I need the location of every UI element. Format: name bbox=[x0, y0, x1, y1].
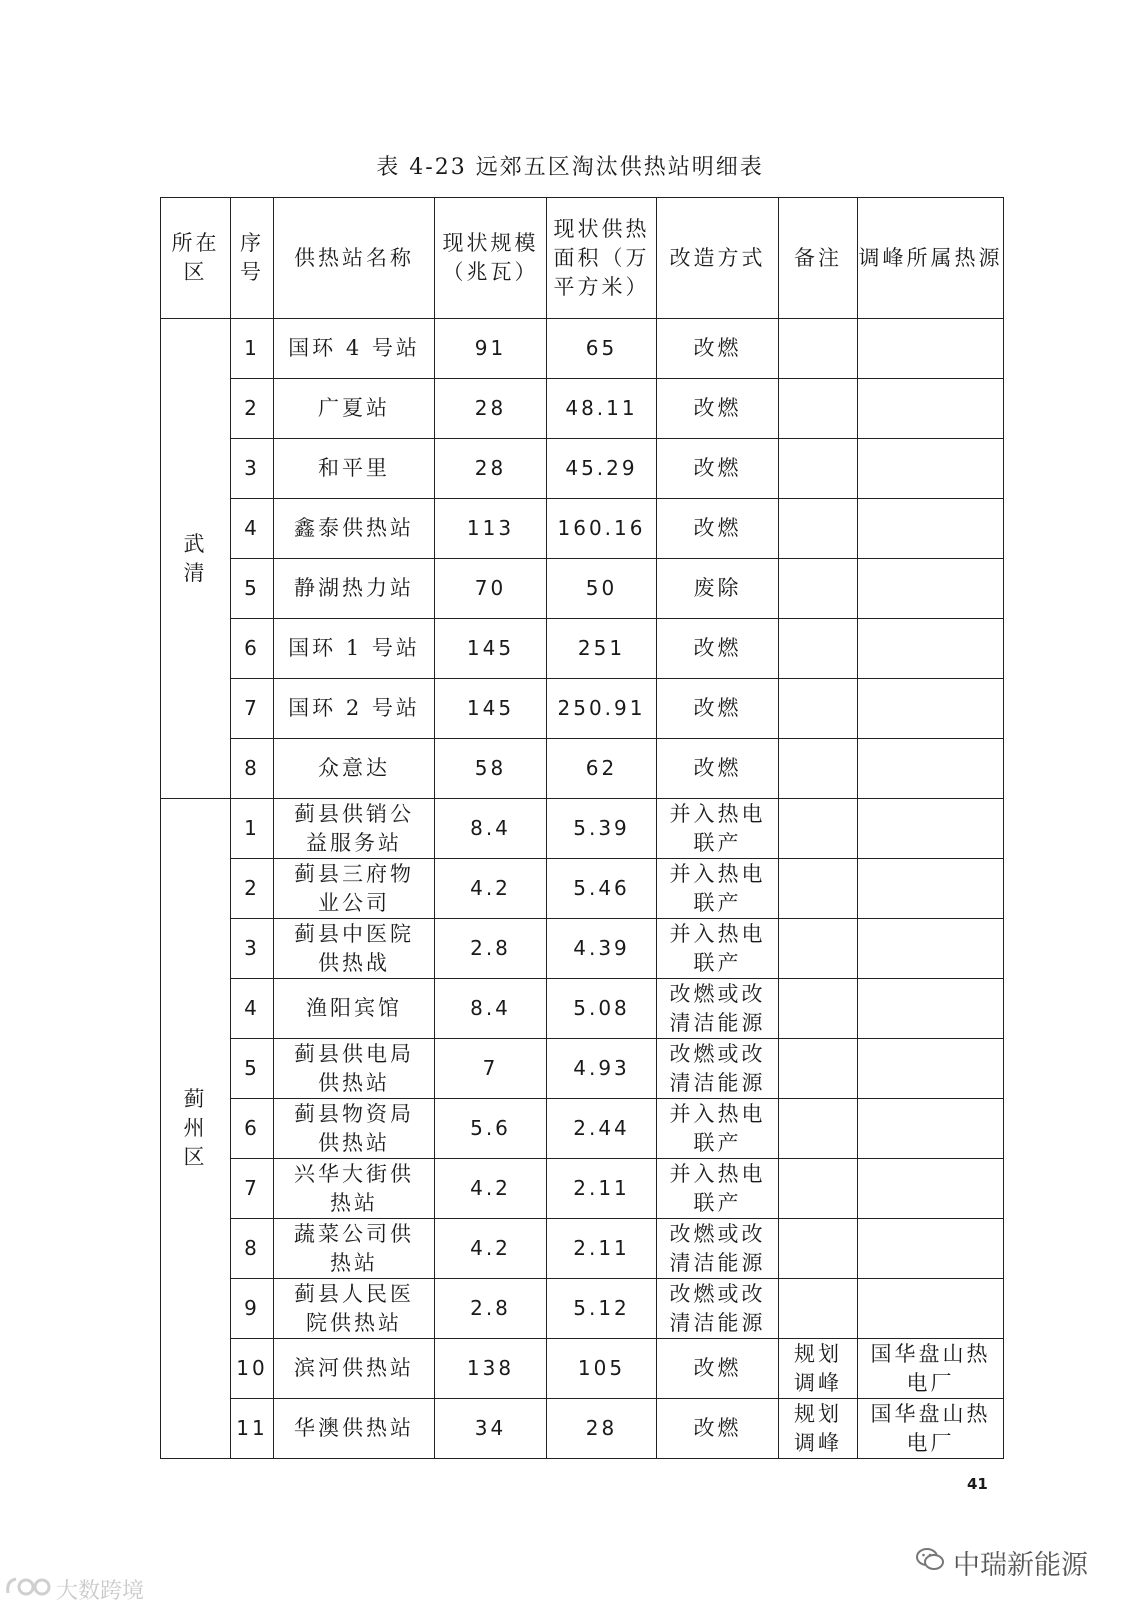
seq-cell: 7 bbox=[231, 1159, 274, 1219]
method-cell: 改燃 bbox=[657, 1339, 779, 1399]
seq-cell: 3 bbox=[231, 439, 274, 499]
header-method: 改造方式 bbox=[657, 198, 779, 319]
scale-cell: 4.2 bbox=[435, 859, 547, 919]
note-cell bbox=[779, 979, 858, 1039]
source-cell bbox=[858, 319, 1004, 379]
page-number: 41 bbox=[967, 1475, 988, 1493]
table-row bbox=[161, 1219, 1004, 1279]
scale-cell: 4.2 bbox=[435, 1159, 547, 1219]
name-cell: 兴华大街供热站 bbox=[274, 1159, 435, 1219]
scale-cell: 34 bbox=[435, 1399, 547, 1459]
name-cell: 静湖热力站 bbox=[274, 559, 435, 619]
header-note: 备注 bbox=[779, 198, 858, 319]
note-cell bbox=[779, 1039, 858, 1099]
note-cell bbox=[779, 439, 858, 499]
table-row bbox=[161, 619, 1004, 679]
scale-cell: 138 bbox=[435, 1339, 547, 1399]
name-cell: 蔬菜公司供热站 bbox=[274, 1219, 435, 1279]
source-cell bbox=[858, 979, 1004, 1039]
scale-cell: 58 bbox=[435, 739, 547, 799]
scale-cell: 8.4 bbox=[435, 799, 547, 859]
seq-cell: 1 bbox=[231, 319, 274, 379]
source-cell bbox=[858, 619, 1004, 679]
table-row bbox=[161, 559, 1004, 619]
area-cell: 5.08 bbox=[547, 979, 657, 1039]
name-cell: 蓟县供电局供热站 bbox=[274, 1039, 435, 1099]
seq-cell: 11 bbox=[231, 1399, 274, 1459]
seq-cell: 6 bbox=[231, 619, 274, 679]
scale-cell: 7 bbox=[435, 1039, 547, 1099]
method-cell: 并入热电联产 bbox=[657, 1159, 779, 1219]
area-cell: 5.39 bbox=[547, 799, 657, 859]
header-source: 调峰所属热源 bbox=[858, 198, 1004, 319]
note-cell bbox=[779, 739, 858, 799]
header-row bbox=[161, 198, 1004, 319]
watermark-right-text: 中瑞新能源 bbox=[953, 1550, 1088, 1581]
name-cell: 众意达 bbox=[274, 739, 435, 799]
table-row bbox=[161, 319, 1004, 379]
note-cell bbox=[779, 379, 858, 439]
area-cell: 4.39 bbox=[547, 919, 657, 979]
method-cell: 废除 bbox=[657, 559, 779, 619]
seq-cell: 9 bbox=[231, 1279, 274, 1339]
scale-cell: 145 bbox=[435, 679, 547, 739]
source-cell bbox=[858, 799, 1004, 859]
method-cell: 并入热电联产 bbox=[657, 919, 779, 979]
method-cell: 改燃 bbox=[657, 499, 779, 559]
scale-cell: 5.6 bbox=[435, 1099, 547, 1159]
method-cell: 改燃 bbox=[657, 1399, 779, 1459]
method-cell: 改燃 bbox=[657, 679, 779, 739]
note-cell: 规划调峰 bbox=[779, 1339, 858, 1399]
note-cell bbox=[779, 619, 858, 679]
seq-cell: 4 bbox=[231, 499, 274, 559]
source-cell bbox=[858, 1219, 1004, 1279]
watermark-left bbox=[4, 1573, 144, 1605]
name-cell: 和平里 bbox=[274, 439, 435, 499]
scale-cell: 8.4 bbox=[435, 979, 547, 1039]
seq-cell: 2 bbox=[231, 379, 274, 439]
header-seq: 序号 bbox=[231, 198, 274, 319]
area-cell: 160.16 bbox=[547, 499, 657, 559]
seq-cell: 4 bbox=[231, 979, 274, 1039]
source-cell bbox=[858, 1279, 1004, 1339]
name-cell: 蓟县物资局供热站 bbox=[274, 1099, 435, 1159]
method-cell: 改燃 bbox=[657, 619, 779, 679]
note-cell bbox=[779, 1099, 858, 1159]
table-row bbox=[161, 439, 1004, 499]
note-cell bbox=[779, 499, 858, 559]
source-cell bbox=[858, 379, 1004, 439]
area-cell: 50 bbox=[547, 559, 657, 619]
source-cell: 国华盘山热电厂 bbox=[858, 1339, 1004, 1399]
table-row bbox=[161, 379, 1004, 439]
area-cell: 45.29 bbox=[547, 439, 657, 499]
table-row bbox=[161, 1039, 1004, 1099]
scale-cell: 2.8 bbox=[435, 919, 547, 979]
scale-cell: 28 bbox=[435, 439, 547, 499]
note-cell: 规划调峰 bbox=[779, 1399, 858, 1459]
table-row bbox=[161, 1399, 1004, 1459]
wechat-icon bbox=[915, 1546, 945, 1579]
seq-cell: 1 bbox=[231, 799, 274, 859]
scale-cell: 91 bbox=[435, 319, 547, 379]
name-cell: 广夏站 bbox=[274, 379, 435, 439]
method-cell: 改燃 bbox=[657, 319, 779, 379]
table-row bbox=[161, 799, 1004, 859]
name-cell: 蓟县三府物业公司 bbox=[274, 859, 435, 919]
seq-cell: 7 bbox=[231, 679, 274, 739]
scale-cell: 145 bbox=[435, 619, 547, 679]
seq-cell: 6 bbox=[231, 1099, 274, 1159]
name-cell: 滨河供热站 bbox=[274, 1339, 435, 1399]
area-cell: 48.11 bbox=[547, 379, 657, 439]
area-cell: 2.11 bbox=[547, 1159, 657, 1219]
name-cell: 蓟县供销公益服务站 bbox=[274, 799, 435, 859]
source-cell bbox=[858, 1159, 1004, 1219]
area-cell: 5.12 bbox=[547, 1279, 657, 1339]
name-cell: 国环 4 号站 bbox=[274, 319, 435, 379]
watermark-right bbox=[915, 1543, 1088, 1582]
note-cell bbox=[779, 1279, 858, 1339]
source-cell: 国华盘山热电厂 bbox=[858, 1399, 1004, 1459]
watermark-left-text: 大数跨境 bbox=[56, 1578, 145, 1604]
source-cell bbox=[858, 439, 1004, 499]
district-cell: 蓟州区 bbox=[161, 799, 231, 1459]
source-cell bbox=[858, 919, 1004, 979]
area-cell: 2.44 bbox=[547, 1099, 657, 1159]
area-cell: 65 bbox=[547, 319, 657, 379]
heating-station-table bbox=[160, 197, 1004, 1459]
table-row bbox=[161, 859, 1004, 919]
table-row bbox=[161, 1099, 1004, 1159]
header-scale: 现状规模（兆瓦） bbox=[435, 198, 547, 319]
table-row bbox=[161, 979, 1004, 1039]
note-cell bbox=[779, 1159, 858, 1219]
source-cell bbox=[858, 1099, 1004, 1159]
method-cell: 改燃 bbox=[657, 379, 779, 439]
table-body bbox=[161, 319, 1004, 1459]
table-row bbox=[161, 1279, 1004, 1339]
scale-cell: 2.8 bbox=[435, 1279, 547, 1339]
header-district: 所在区 bbox=[161, 198, 231, 319]
table-row bbox=[161, 1159, 1004, 1219]
area-cell: 105 bbox=[547, 1339, 657, 1399]
brand-logo-icon bbox=[4, 1573, 52, 1605]
name-cell: 国环 1 号站 bbox=[274, 619, 435, 679]
seq-cell: 10 bbox=[231, 1339, 274, 1399]
seq-cell: 8 bbox=[231, 739, 274, 799]
source-cell bbox=[858, 679, 1004, 739]
name-cell: 国环 2 号站 bbox=[274, 679, 435, 739]
area-cell: 5.46 bbox=[547, 859, 657, 919]
area-cell: 4.93 bbox=[547, 1039, 657, 1099]
scale-cell: 28 bbox=[435, 379, 547, 439]
name-cell: 蓟县中医院供热战 bbox=[274, 919, 435, 979]
note-cell bbox=[779, 919, 858, 979]
method-cell: 改燃或改清洁能源 bbox=[657, 1279, 779, 1339]
seq-cell: 2 bbox=[231, 859, 274, 919]
table-caption: 表 4-23 远郊五区淘汰供热站明细表 bbox=[376, 155, 764, 180]
scale-cell: 4.2 bbox=[435, 1219, 547, 1279]
name-cell: 鑫泰供热站 bbox=[274, 499, 435, 559]
area-cell: 28 bbox=[547, 1399, 657, 1459]
header-name: 供热站名称 bbox=[274, 198, 435, 319]
table-row bbox=[161, 919, 1004, 979]
method-cell: 改燃 bbox=[657, 739, 779, 799]
seq-cell: 5 bbox=[231, 559, 274, 619]
name-cell: 渔阳宾馆 bbox=[274, 979, 435, 1039]
seq-cell: 8 bbox=[231, 1219, 274, 1279]
scale-cell: 70 bbox=[435, 559, 547, 619]
method-cell: 改燃或改清洁能源 bbox=[657, 1219, 779, 1279]
name-cell: 蓟县人民医院供热站 bbox=[274, 1279, 435, 1339]
area-cell: 62 bbox=[547, 739, 657, 799]
source-cell bbox=[858, 859, 1004, 919]
note-cell bbox=[779, 799, 858, 859]
area-cell: 2.11 bbox=[547, 1219, 657, 1279]
method-cell: 并入热电联产 bbox=[657, 1099, 779, 1159]
area-cell: 250.91 bbox=[547, 679, 657, 739]
note-cell bbox=[779, 1219, 858, 1279]
scale-cell: 113 bbox=[435, 499, 547, 559]
method-cell: 并入热电联产 bbox=[657, 799, 779, 859]
district-cell: 武清 bbox=[161, 319, 231, 799]
source-cell bbox=[858, 499, 1004, 559]
source-cell bbox=[858, 1039, 1004, 1099]
source-cell bbox=[858, 559, 1004, 619]
table-row bbox=[161, 739, 1004, 799]
note-cell bbox=[779, 559, 858, 619]
method-cell: 改燃或改清洁能源 bbox=[657, 1039, 779, 1099]
table-row bbox=[161, 499, 1004, 559]
note-cell bbox=[779, 679, 858, 739]
method-cell: 改燃 bbox=[657, 439, 779, 499]
table-row bbox=[161, 1339, 1004, 1399]
name-cell: 华澳供热站 bbox=[274, 1399, 435, 1459]
note-cell bbox=[779, 319, 858, 379]
header-area: 现状供热面积（万平方米） bbox=[547, 198, 657, 319]
note-cell bbox=[779, 859, 858, 919]
area-cell: 251 bbox=[547, 619, 657, 679]
method-cell: 并入热电联产 bbox=[657, 859, 779, 919]
source-cell bbox=[858, 739, 1004, 799]
seq-cell: 5 bbox=[231, 1039, 274, 1099]
method-cell: 改燃或改清洁能源 bbox=[657, 979, 779, 1039]
table-row bbox=[161, 679, 1004, 739]
seq-cell: 3 bbox=[231, 919, 274, 979]
